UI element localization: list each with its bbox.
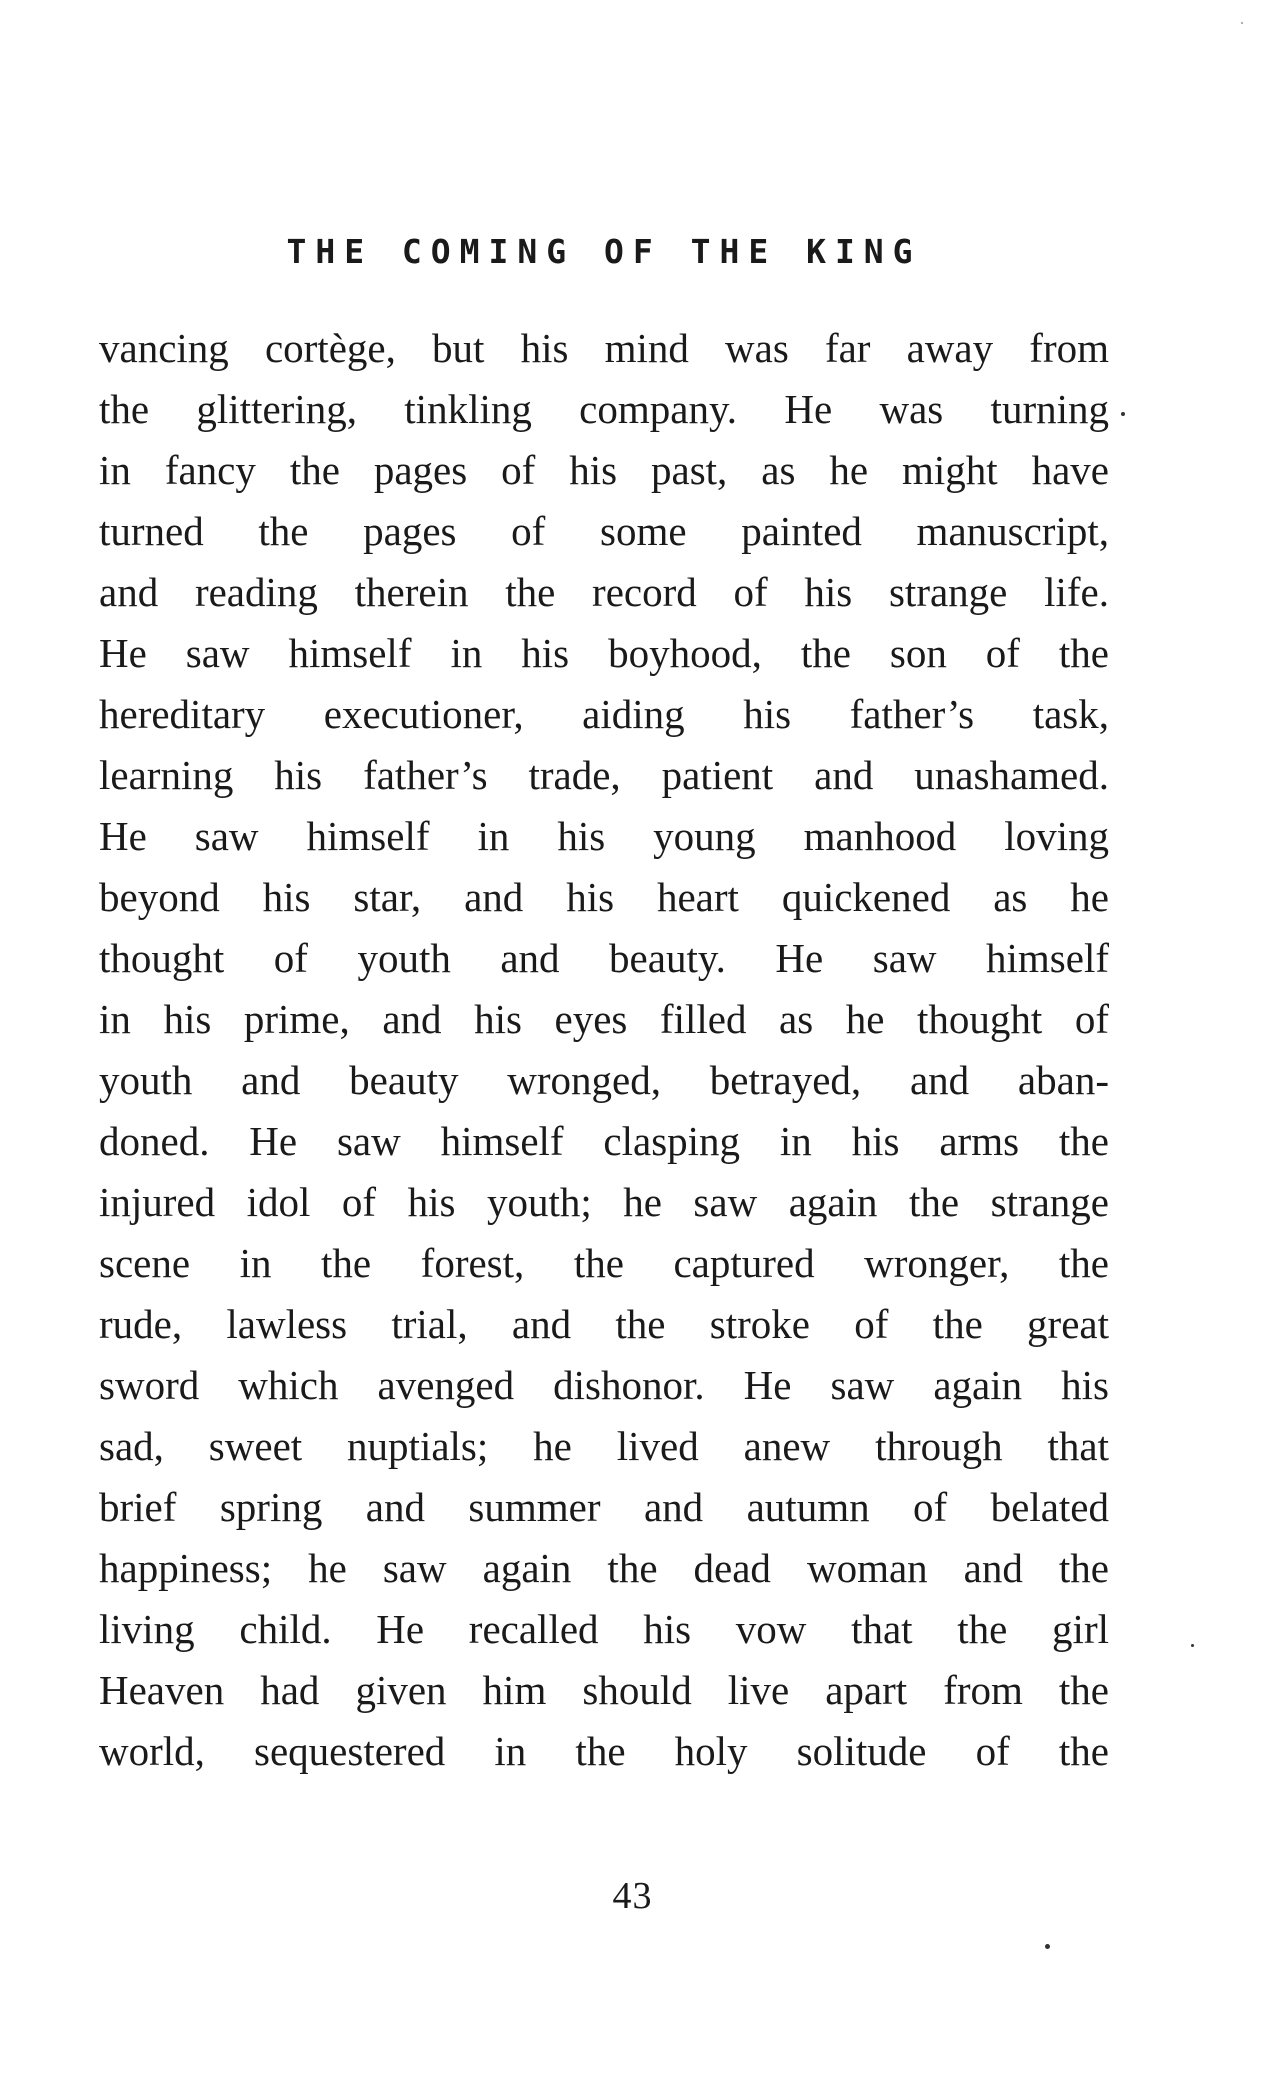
text-line: world, sequestered in the holy solitude of the bbox=[99, 1728, 1109, 1774]
text-line: hereditary executioner, aiding his father’s task, bbox=[99, 691, 1109, 737]
running-head: THE COMING OF THE KING bbox=[286, 232, 922, 271]
text-line: brief spring and summer and autumn of belated bbox=[99, 1484, 1109, 1530]
text-line: Heaven had given him should live apart from the bbox=[99, 1667, 1109, 1713]
body-text bbox=[99, 318, 1109, 1782]
text-line: in fancy the pages of his past, as he might have bbox=[99, 447, 1109, 493]
text-line: vancing cortège, but his mind was far away from bbox=[99, 325, 1109, 371]
scan-speck bbox=[1241, 22, 1243, 24]
text-line: sad, sweet nuptials; he lived anew through that bbox=[99, 1423, 1109, 1469]
text-line: in his prime, and his eyes filled as he thought of bbox=[99, 996, 1109, 1042]
text-line: He saw himself in his boyhood, the son of the bbox=[99, 630, 1109, 676]
text-line: youth and beauty wronged, betrayed, and aban- bbox=[99, 1057, 1109, 1103]
text-line: happiness; he saw again the dead woman and the bbox=[99, 1545, 1109, 1591]
text-line: rude, lawless trial, and the stroke of the great bbox=[99, 1301, 1109, 1347]
text-line: the glittering, tinkling company. He was turning bbox=[99, 386, 1109, 432]
text-line: thought of youth and beauty. He saw himself bbox=[99, 935, 1109, 981]
text-line: and reading therein the record of his strange life. bbox=[99, 569, 1109, 615]
text-line: doned. He saw himself clasping in his arms the bbox=[99, 1118, 1109, 1164]
scan-speck bbox=[1121, 412, 1125, 416]
text-line: sword which avenged dishonor. He saw again his bbox=[99, 1362, 1109, 1408]
text-line: turned the pages of some painted manuscript, bbox=[99, 508, 1109, 554]
page-number: 43 bbox=[612, 1875, 653, 1917]
text-line: injured idol of his youth; he saw again the strange bbox=[99, 1179, 1109, 1225]
text-line: learning his father’s trade, patient and unashamed. bbox=[99, 752, 1109, 798]
text-line: beyond his star, and his heart quickened as he bbox=[99, 874, 1109, 920]
scan-speck bbox=[1045, 1944, 1050, 1949]
scan-speck bbox=[1191, 1644, 1194, 1647]
text-line: living child. He recalled his vow that the girl bbox=[99, 1606, 1109, 1652]
text-line: scene in the forest, the captured wronger, the bbox=[99, 1240, 1109, 1286]
text-line: He saw himself in his young manhood loving bbox=[99, 813, 1109, 859]
